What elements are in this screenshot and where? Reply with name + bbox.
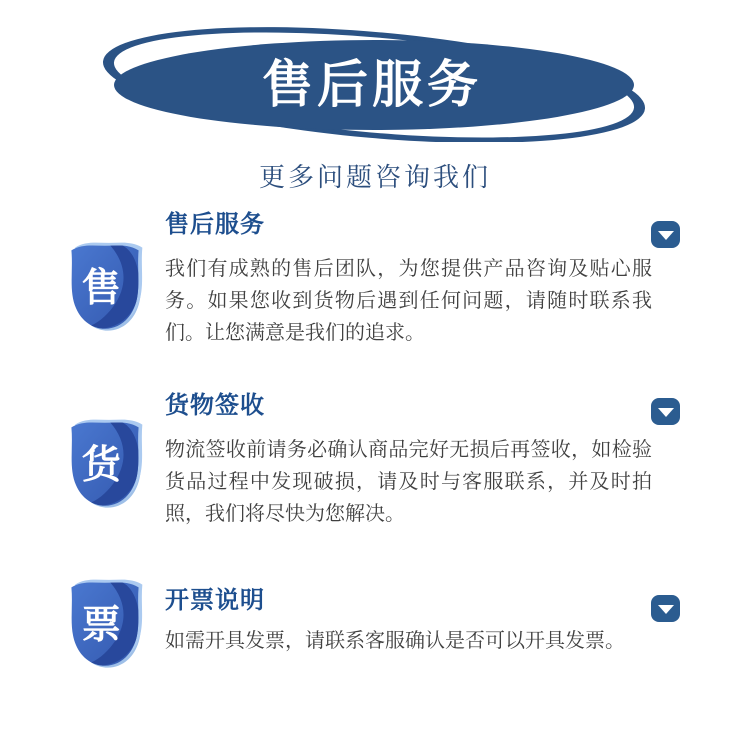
chevron-down-icon: [658, 605, 674, 614]
banner-title: 售后服务: [261, 56, 483, 113]
section-body: 我们有成熟的售后团队，为您提供产品咨询及贴心服务。如果您收到货物后遇到任何问题，请随时联系我们。让您满意是我们的追求。: [165, 258, 652, 344]
collapse-button[interactable]: [651, 221, 680, 248]
section-body: 如需开具发票，请联系客服确认是否可以开具发票。: [165, 630, 625, 652]
section-goods-receipt: [0, 386, 750, 536]
shield-icon-char: 货: [81, 443, 121, 487]
shield-icon-char: 票: [81, 603, 121, 647]
shield-icon: [63, 414, 147, 508]
shield-icon-char: 售: [81, 266, 121, 310]
collapse-button[interactable]: [651, 595, 680, 622]
section-title: 开票说明: [165, 587, 265, 614]
section-body: 物流签收前请务必确认商品完好无损后再签收，如检验货品过程中发现破损，请及时与客服联系，并及时拍照，我们将尽快为您解决。: [165, 439, 652, 525]
chevron-down-icon: [658, 408, 674, 417]
banner: [100, 24, 650, 142]
chevron-down-icon: [658, 231, 674, 240]
section-title: 售后服务: [165, 211, 265, 238]
section-title: 货物签收: [165, 392, 265, 419]
collapse-button[interactable]: [651, 398, 680, 425]
shield-icon: [63, 574, 147, 668]
section-invoice-info: [0, 581, 750, 681]
shield-icon: [63, 237, 147, 331]
section-after-sales: [0, 205, 750, 355]
subtitle: 更多问题咨询我们: [258, 162, 491, 192]
